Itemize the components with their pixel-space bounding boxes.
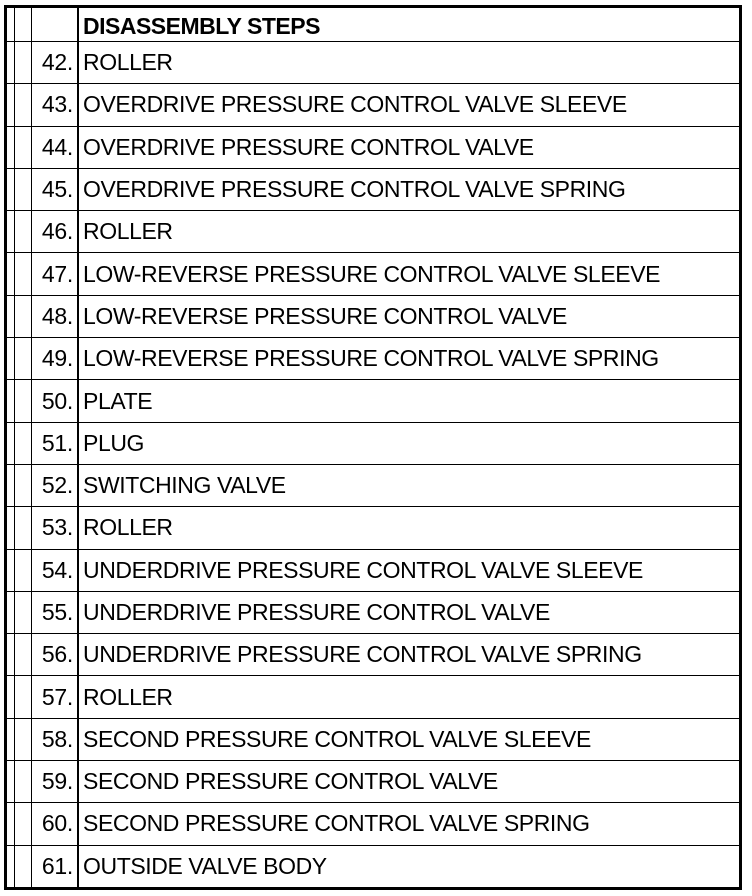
check-column-cell [7, 846, 15, 887]
check-column-cell [7, 169, 15, 210]
table-row [7, 761, 739, 803]
check-column-cell [7, 423, 15, 464]
table-row [7, 465, 739, 507]
step-number: 43. [32, 84, 79, 125]
step-number: 42. [32, 42, 79, 83]
check-column-cell [15, 761, 32, 802]
step-description: PLUG [83, 429, 145, 456]
step-description: ROLLER [83, 514, 173, 541]
table-row [7, 676, 739, 718]
check-column-cell [7, 42, 15, 83]
check-column-cell [7, 211, 15, 252]
step-number: 56. [32, 634, 79, 675]
check-column-cell [7, 634, 15, 675]
check-column-cell [7, 676, 15, 717]
step-number: 60. [32, 803, 79, 844]
check-column-cell [7, 465, 15, 506]
step-description: OVERDRIVE PRESSURE CONTROL VALVE SLEEVE [83, 91, 627, 118]
check-column-cell [7, 592, 15, 633]
table-row [7, 253, 739, 295]
table-body [7, 8, 739, 887]
check-column-cell [7, 507, 15, 548]
step-number: 55. [32, 592, 79, 633]
step-number: 58. [32, 719, 79, 760]
check-column-cell [15, 719, 32, 760]
step-description: UNDERDRIVE PRESSURE CONTROL VALVE SLEEVE [83, 556, 643, 583]
check-column-cell [7, 8, 15, 41]
table-row [7, 719, 739, 761]
check-column-cell [15, 380, 32, 421]
check-column-cell [15, 423, 32, 464]
check-column-cell [15, 169, 32, 210]
check-column-cell [15, 634, 32, 675]
table-row [7, 803, 739, 845]
check-column-cell [15, 8, 32, 41]
check-column-cell [7, 84, 15, 125]
check-column-cell [15, 507, 32, 548]
step-number: 47. [32, 253, 79, 294]
check-column-cell [15, 338, 32, 379]
check-column-cell [15, 84, 32, 125]
check-column-cell [15, 550, 32, 591]
step-description: SECOND PRESSURE CONTROL VALVE [83, 768, 498, 795]
step-number: 44. [32, 127, 79, 168]
check-column-cell [15, 253, 32, 294]
step-number: 51. [32, 423, 79, 464]
step-number: 57. [32, 676, 79, 717]
step-description: OVERDRIVE PRESSURE CONTROL VALVE SPRING [83, 176, 626, 203]
step-number-header-cell [32, 8, 79, 41]
check-column-cell [15, 846, 32, 887]
step-description: UNDERDRIVE PRESSURE CONTROL VALVE [83, 599, 550, 625]
step-number: 52. [32, 465, 79, 506]
check-column-cell [7, 550, 15, 591]
step-description: SECOND PRESSURE CONTROL VALVE SLEEVE [83, 725, 591, 752]
step-description: LOW-REVERSE PRESSURE CONTROL VALVE SPRING [83, 345, 659, 372]
table-row [7, 338, 739, 380]
check-column-cell [7, 719, 15, 760]
table-row [7, 634, 739, 676]
step-description: ROLLER [83, 49, 173, 76]
step-number: 54. [32, 550, 79, 591]
table-row [7, 846, 739, 887]
check-column-cell [15, 211, 32, 252]
step-number: 59. [32, 761, 79, 802]
step-number: 48. [32, 296, 79, 337]
check-column-cell [15, 127, 32, 168]
step-description: ROLLER [83, 218, 173, 245]
check-column-cell [7, 253, 15, 294]
step-number: 45. [32, 169, 79, 210]
check-column-cell [7, 380, 15, 421]
table-row [7, 380, 739, 422]
step-description: ROLLER [83, 683, 173, 710]
table-row [7, 550, 739, 592]
step-number: 46. [32, 211, 79, 252]
table-row [7, 507, 739, 549]
check-column-cell [15, 465, 32, 506]
check-column-cell [15, 42, 32, 83]
check-column-cell [7, 296, 15, 337]
table-header-title: DISASSEMBLY STEPS [83, 13, 320, 39]
check-column-cell [15, 592, 32, 633]
step-description: SWITCHING VALVE [83, 472, 286, 499]
check-column-cell [15, 803, 32, 844]
step-number: 50. [32, 380, 79, 421]
step-description: OUTSIDE VALVE BODY [83, 852, 327, 879]
step-description: SECOND PRESSURE CONTROL VALVE SPRING [83, 810, 590, 837]
step-number: 49. [32, 338, 79, 379]
check-column-cell [7, 803, 15, 844]
table-row [7, 211, 739, 253]
check-column-cell [7, 338, 15, 379]
disassembly-table [4, 5, 742, 890]
step-number: 53. [32, 507, 79, 548]
step-description: UNDERDRIVE PRESSURE CONTROL VALVE SPRING [83, 641, 642, 668]
table-row [7, 127, 739, 169]
check-column-cell [7, 761, 15, 802]
table-row [7, 592, 739, 634]
step-number: 61. [32, 846, 79, 887]
step-description: OVERDRIVE PRESSURE CONTROL VALVE [83, 133, 534, 160]
table-row [7, 84, 739, 126]
step-description: PLATE [83, 387, 153, 414]
step-description: LOW-REVERSE PRESSURE CONTROL VALVE [83, 302, 567, 329]
table-header-row [7, 8, 739, 42]
table-row [7, 423, 739, 465]
table-row [7, 296, 739, 338]
table-row [7, 42, 739, 84]
table-row [7, 169, 739, 211]
check-column-cell [15, 296, 32, 337]
step-description: LOW-REVERSE PRESSURE CONTROL VALVE SLEEVE [83, 260, 661, 287]
check-column-cell [7, 127, 15, 168]
check-column-cell [15, 676, 32, 717]
